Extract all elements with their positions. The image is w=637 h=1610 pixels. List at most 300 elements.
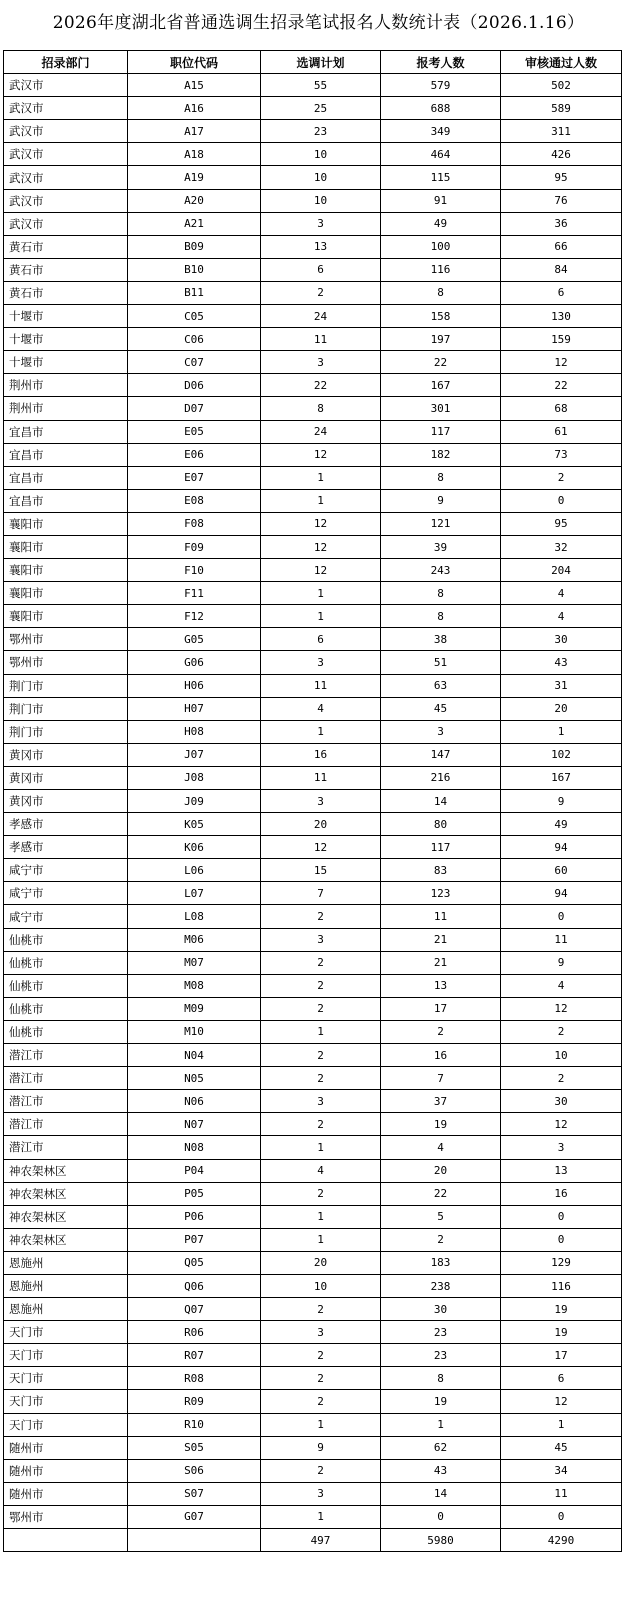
- plan-cell: 2: [261, 1113, 381, 1136]
- column-header-plan: 选调计划: [261, 51, 381, 74]
- plan-cell: 1: [261, 1205, 381, 1228]
- approved-cell: 0: [501, 1205, 622, 1228]
- table-row: [4, 836, 622, 859]
- applicants-cell: 9: [381, 489, 501, 512]
- table-row: [4, 1505, 622, 1528]
- table-row: [4, 974, 622, 997]
- position-code-cell: E07: [128, 466, 261, 489]
- position-code-cell: S06: [128, 1459, 261, 1482]
- approved-cell: 22: [501, 374, 622, 397]
- table-body: [4, 74, 622, 1529]
- applicants-cell: 147: [381, 743, 501, 766]
- approved-cell: 19: [501, 1321, 622, 1344]
- plan-cell: 1: [261, 1413, 381, 1436]
- table-row: [4, 997, 622, 1020]
- applicants-cell: 5: [381, 1205, 501, 1228]
- approved-cell: 0: [501, 905, 622, 928]
- department-cell: 潜江市: [4, 1067, 128, 1090]
- position-code-cell: L08: [128, 905, 261, 928]
- approved-cell: 60: [501, 859, 622, 882]
- table-row: [4, 189, 622, 212]
- department-cell: 鄂州市: [4, 1505, 128, 1528]
- table-row: [4, 305, 622, 328]
- table-row: [4, 258, 622, 281]
- table-row: [4, 489, 622, 512]
- department-cell: 武汉市: [4, 74, 128, 97]
- department-cell: 天门市: [4, 1344, 128, 1367]
- approved-cell: 13: [501, 1159, 622, 1182]
- table-row: [4, 790, 622, 813]
- approved-cell: 49: [501, 813, 622, 836]
- applicants-cell: 238: [381, 1274, 501, 1297]
- approved-cell: 0: [501, 1505, 622, 1528]
- approved-cell: 0: [501, 489, 622, 512]
- position-code-cell: F08: [128, 512, 261, 535]
- position-code-cell: R08: [128, 1367, 261, 1390]
- plan-cell: 10: [261, 143, 381, 166]
- position-code-cell: D06: [128, 374, 261, 397]
- plan-cell: 1: [261, 582, 381, 605]
- applicants-cell: 116: [381, 258, 501, 281]
- plan-cell: 2: [261, 951, 381, 974]
- plan-cell: 1: [261, 605, 381, 628]
- approved-cell: 167: [501, 766, 622, 789]
- approved-cell: 2: [501, 466, 622, 489]
- department-cell: 孝感市: [4, 836, 128, 859]
- position-code-cell: M09: [128, 997, 261, 1020]
- plan-cell: 3: [261, 212, 381, 235]
- department-cell: 咸宁市: [4, 882, 128, 905]
- applicants-cell: 37: [381, 1090, 501, 1113]
- plan-cell: 2: [261, 1367, 381, 1390]
- department-cell: 武汉市: [4, 189, 128, 212]
- table-row: [4, 859, 622, 882]
- plan-cell: 3: [261, 1482, 381, 1505]
- applicants-cell: 7: [381, 1067, 501, 1090]
- applicants-cell: 301: [381, 397, 501, 420]
- applicants-cell: 21: [381, 951, 501, 974]
- applicants-cell: 38: [381, 628, 501, 651]
- department-cell: 襄阳市: [4, 559, 128, 582]
- approved-cell: 10: [501, 1044, 622, 1067]
- applicants-cell: 167: [381, 374, 501, 397]
- position-code-cell: E08: [128, 489, 261, 512]
- approved-cell: 84: [501, 258, 622, 281]
- applicants-cell: 16: [381, 1044, 501, 1067]
- position-code-cell: F11: [128, 582, 261, 605]
- plan-cell: 2: [261, 1067, 381, 1090]
- applicants-cell: 216: [381, 766, 501, 789]
- position-code-cell: R10: [128, 1413, 261, 1436]
- department-cell: 仙桃市: [4, 974, 128, 997]
- table-row: [4, 74, 622, 97]
- department-cell: 黄石市: [4, 281, 128, 304]
- plan-cell: 11: [261, 766, 381, 789]
- approved-cell: 9: [501, 951, 622, 974]
- department-cell: 天门市: [4, 1321, 128, 1344]
- approved-cell: 102: [501, 743, 622, 766]
- position-code-cell: H07: [128, 697, 261, 720]
- table-row: [4, 697, 622, 720]
- applicants-cell: 8: [381, 605, 501, 628]
- approved-cell: 31: [501, 674, 622, 697]
- applicants-cell: 8: [381, 1367, 501, 1390]
- approved-cell: 311: [501, 120, 622, 143]
- position-code-cell: A19: [128, 166, 261, 189]
- table-row: [4, 882, 622, 905]
- department-cell: 襄阳市: [4, 535, 128, 558]
- plan-cell: 12: [261, 512, 381, 535]
- table-row: [4, 143, 622, 166]
- plan-cell: 10: [261, 1274, 381, 1297]
- approved-cell: 589: [501, 97, 622, 120]
- position-code-cell: A17: [128, 120, 261, 143]
- position-code-cell: Q06: [128, 1274, 261, 1297]
- table-row: [4, 512, 622, 535]
- plan-cell: 2: [261, 974, 381, 997]
- page-title: 2026年度湖北省普通选调生招录笔试报名人数统计表（2026.1.16）: [52, 13, 585, 33]
- table-row: [4, 420, 622, 443]
- approved-cell: 2: [501, 1067, 622, 1090]
- position-code-cell: P05: [128, 1182, 261, 1205]
- plan-cell: 6: [261, 258, 381, 281]
- table-row: [4, 582, 622, 605]
- approved-cell: 17: [501, 1344, 622, 1367]
- column-header-approved: 审核通过人数: [501, 51, 622, 74]
- department-cell: 恩施州: [4, 1274, 128, 1297]
- position-code-cell: M08: [128, 974, 261, 997]
- approved-cell: 426: [501, 143, 622, 166]
- table-row: [4, 1067, 622, 1090]
- department-cell: 武汉市: [4, 120, 128, 143]
- department-cell: 荆门市: [4, 720, 128, 743]
- plan-cell: 2: [261, 1044, 381, 1067]
- approved-cell: 94: [501, 882, 622, 905]
- position-code-cell: P06: [128, 1205, 261, 1228]
- plan-cell: 15: [261, 859, 381, 882]
- plan-cell: 1: [261, 1228, 381, 1251]
- table-row: [4, 281, 622, 304]
- department-cell: 十堰市: [4, 328, 128, 351]
- approved-cell: 6: [501, 281, 622, 304]
- plan-cell: 24: [261, 305, 381, 328]
- table-row: [4, 1274, 622, 1297]
- table-row: [4, 235, 622, 258]
- applicants-cell: 19: [381, 1113, 501, 1136]
- approved-cell: 30: [501, 1090, 622, 1113]
- plan-cell: 2: [261, 1298, 381, 1321]
- position-code-cell: H08: [128, 720, 261, 743]
- applicants-cell: 22: [381, 1182, 501, 1205]
- registration-stats-table: [3, 50, 622, 1552]
- applicants-cell: 91: [381, 189, 501, 212]
- plan-cell: 11: [261, 328, 381, 351]
- plan-cell: 3: [261, 790, 381, 813]
- applicants-cell: 23: [381, 1321, 501, 1344]
- plan-cell: 3: [261, 928, 381, 951]
- plan-cell: 3: [261, 1090, 381, 1113]
- table-row: [4, 397, 622, 420]
- department-cell: 宜昌市: [4, 466, 128, 489]
- table-row: [4, 1390, 622, 1413]
- approved-cell: 204: [501, 559, 622, 582]
- approved-cell: 45: [501, 1436, 622, 1459]
- department-cell: 武汉市: [4, 166, 128, 189]
- applicants-cell: 688: [381, 97, 501, 120]
- department-cell: 武汉市: [4, 143, 128, 166]
- approved-cell: 159: [501, 328, 622, 351]
- plan-cell: 2: [261, 281, 381, 304]
- department-cell: 咸宁市: [4, 859, 128, 882]
- approved-cell: 11: [501, 928, 622, 951]
- department-cell: 仙桃市: [4, 1020, 128, 1043]
- department-cell: 黄冈市: [4, 766, 128, 789]
- department-cell: 神农架林区: [4, 1159, 128, 1182]
- approved-cell: 129: [501, 1251, 622, 1274]
- applicants-cell: 14: [381, 1482, 501, 1505]
- plan-cell: 12: [261, 443, 381, 466]
- position-code-cell: G06: [128, 651, 261, 674]
- applicants-cell: 43: [381, 1459, 501, 1482]
- plan-cell: 1: [261, 489, 381, 512]
- approved-cell: 11: [501, 1482, 622, 1505]
- total-approved-cell: 4290: [501, 1529, 622, 1552]
- department-cell: 荆州市: [4, 374, 128, 397]
- department-cell: 黄冈市: [4, 743, 128, 766]
- table-row: [4, 1298, 622, 1321]
- approved-cell: 20: [501, 697, 622, 720]
- department-cell: 仙桃市: [4, 951, 128, 974]
- table-row: [4, 628, 622, 651]
- position-code-cell: J09: [128, 790, 261, 813]
- position-code-cell: M07: [128, 951, 261, 974]
- department-cell: 黄石市: [4, 258, 128, 281]
- position-code-cell: B11: [128, 281, 261, 304]
- table-row: [4, 720, 622, 743]
- applicants-cell: 197: [381, 328, 501, 351]
- approved-cell: 1: [501, 1413, 622, 1436]
- plan-cell: 4: [261, 697, 381, 720]
- approved-cell: 61: [501, 420, 622, 443]
- table-row: [4, 651, 622, 674]
- position-code-cell: N05: [128, 1067, 261, 1090]
- department-cell: 潜江市: [4, 1136, 128, 1159]
- department-cell: 神农架林区: [4, 1205, 128, 1228]
- total-code-cell: [128, 1529, 261, 1552]
- position-code-cell: B10: [128, 258, 261, 281]
- position-code-cell: A18: [128, 143, 261, 166]
- table-row: [4, 1251, 622, 1274]
- approved-cell: 4: [501, 582, 622, 605]
- plan-cell: 20: [261, 813, 381, 836]
- approved-cell: 32: [501, 535, 622, 558]
- plan-cell: 12: [261, 559, 381, 582]
- approved-cell: 34: [501, 1459, 622, 1482]
- plan-cell: 16: [261, 743, 381, 766]
- plan-cell: 55: [261, 74, 381, 97]
- applicants-cell: 121: [381, 512, 501, 535]
- position-code-cell: N04: [128, 1044, 261, 1067]
- position-code-cell: C07: [128, 351, 261, 374]
- position-code-cell: F09: [128, 535, 261, 558]
- position-code-cell: J08: [128, 766, 261, 789]
- plan-cell: 1: [261, 720, 381, 743]
- applicants-cell: 23: [381, 1344, 501, 1367]
- plan-cell: 25: [261, 97, 381, 120]
- department-cell: 鄂州市: [4, 628, 128, 651]
- department-cell: 恩施州: [4, 1251, 128, 1274]
- approved-cell: 68: [501, 397, 622, 420]
- approved-cell: 4: [501, 974, 622, 997]
- approved-cell: 9: [501, 790, 622, 813]
- position-code-cell: R07: [128, 1344, 261, 1367]
- department-cell: 天门市: [4, 1367, 128, 1390]
- column-header-department: 招录部门: [4, 51, 128, 74]
- table-row: [4, 951, 622, 974]
- applicants-cell: 51: [381, 651, 501, 674]
- approved-cell: 0: [501, 1228, 622, 1251]
- applicants-cell: 1: [381, 1413, 501, 1436]
- total-department-cell: [4, 1529, 128, 1552]
- table-row: [4, 1436, 622, 1459]
- plan-cell: 1: [261, 466, 381, 489]
- position-code-cell: M06: [128, 928, 261, 951]
- applicants-cell: 117: [381, 420, 501, 443]
- department-cell: 襄阳市: [4, 582, 128, 605]
- position-code-cell: N07: [128, 1113, 261, 1136]
- table-row: [4, 1020, 622, 1043]
- table-row: [4, 605, 622, 628]
- table-row: [4, 535, 622, 558]
- approved-cell: 130: [501, 305, 622, 328]
- position-code-cell: A16: [128, 97, 261, 120]
- plan-cell: 2: [261, 1390, 381, 1413]
- table-row: [4, 166, 622, 189]
- department-cell: 荆门市: [4, 674, 128, 697]
- department-cell: 襄阳市: [4, 512, 128, 535]
- plan-cell: 20: [261, 1251, 381, 1274]
- plan-cell: 6: [261, 628, 381, 651]
- position-code-cell: P04: [128, 1159, 261, 1182]
- position-code-cell: Q07: [128, 1298, 261, 1321]
- applicants-cell: 21: [381, 928, 501, 951]
- applicants-cell: 30: [381, 1298, 501, 1321]
- plan-cell: 2: [261, 1459, 381, 1482]
- department-cell: 神农架林区: [4, 1228, 128, 1251]
- approved-cell: 95: [501, 512, 622, 535]
- applicants-cell: 63: [381, 674, 501, 697]
- approved-cell: 12: [501, 1113, 622, 1136]
- approved-cell: 12: [501, 997, 622, 1020]
- table-row: [4, 97, 622, 120]
- plan-cell: 12: [261, 535, 381, 558]
- applicants-cell: 39: [381, 535, 501, 558]
- department-cell: 神农架林区: [4, 1182, 128, 1205]
- plan-cell: 2: [261, 1182, 381, 1205]
- department-cell: 黄冈市: [4, 790, 128, 813]
- applicants-cell: 49: [381, 212, 501, 235]
- position-code-cell: N08: [128, 1136, 261, 1159]
- position-code-cell: N06: [128, 1090, 261, 1113]
- table-row: [4, 1344, 622, 1367]
- plan-cell: 2: [261, 997, 381, 1020]
- department-cell: 随州市: [4, 1459, 128, 1482]
- applicants-cell: 0: [381, 1505, 501, 1528]
- column-header-position-code: 职位代码: [128, 51, 261, 74]
- department-cell: 仙桃市: [4, 997, 128, 1020]
- applicants-cell: 8: [381, 281, 501, 304]
- position-code-cell: E05: [128, 420, 261, 443]
- table-row: [4, 813, 622, 836]
- plan-cell: 2: [261, 905, 381, 928]
- table-row: [4, 674, 622, 697]
- department-cell: 随州市: [4, 1436, 128, 1459]
- position-code-cell: F12: [128, 605, 261, 628]
- table-row: [4, 374, 622, 397]
- applicants-cell: 2: [381, 1228, 501, 1251]
- approved-cell: 502: [501, 74, 622, 97]
- table-row: [4, 1367, 622, 1390]
- applicants-cell: 11: [381, 905, 501, 928]
- table-row: [4, 766, 622, 789]
- position-code-cell: D07: [128, 397, 261, 420]
- position-code-cell: K05: [128, 813, 261, 836]
- position-code-cell: E06: [128, 443, 261, 466]
- applicants-cell: 183: [381, 1251, 501, 1274]
- approved-cell: 4: [501, 605, 622, 628]
- department-cell: 恩施州: [4, 1298, 128, 1321]
- table-row: [4, 905, 622, 928]
- table-row: [4, 559, 622, 582]
- table-row: [4, 1136, 622, 1159]
- department-cell: 荆州市: [4, 397, 128, 420]
- position-code-cell: R09: [128, 1390, 261, 1413]
- plan-cell: 1: [261, 1136, 381, 1159]
- table-row: [4, 1228, 622, 1251]
- department-cell: 潜江市: [4, 1044, 128, 1067]
- table-row: [4, 1113, 622, 1136]
- column-header-applicants: 报考人数: [381, 51, 501, 74]
- department-cell: 襄阳市: [4, 605, 128, 628]
- department-cell: 仙桃市: [4, 928, 128, 951]
- table-row: [4, 212, 622, 235]
- applicants-cell: 4: [381, 1136, 501, 1159]
- applicants-cell: 117: [381, 836, 501, 859]
- plan-cell: 11: [261, 674, 381, 697]
- approved-cell: 73: [501, 443, 622, 466]
- plan-cell: 3: [261, 651, 381, 674]
- applicants-cell: 14: [381, 790, 501, 813]
- approved-cell: 94: [501, 836, 622, 859]
- totals-row: [4, 1529, 622, 1552]
- plan-cell: 7: [261, 882, 381, 905]
- position-code-cell: Q05: [128, 1251, 261, 1274]
- table-row: [4, 1182, 622, 1205]
- applicants-cell: 8: [381, 466, 501, 489]
- table-row: [4, 743, 622, 766]
- table-row: [4, 120, 622, 143]
- position-code-cell: P07: [128, 1228, 261, 1251]
- department-cell: 黄石市: [4, 235, 128, 258]
- plan-cell: 9: [261, 1436, 381, 1459]
- table-row: [4, 466, 622, 489]
- approved-cell: 66: [501, 235, 622, 258]
- department-cell: 随州市: [4, 1482, 128, 1505]
- table-row: [4, 443, 622, 466]
- table-row: [4, 351, 622, 374]
- plan-cell: 1: [261, 1020, 381, 1043]
- plan-cell: 3: [261, 351, 381, 374]
